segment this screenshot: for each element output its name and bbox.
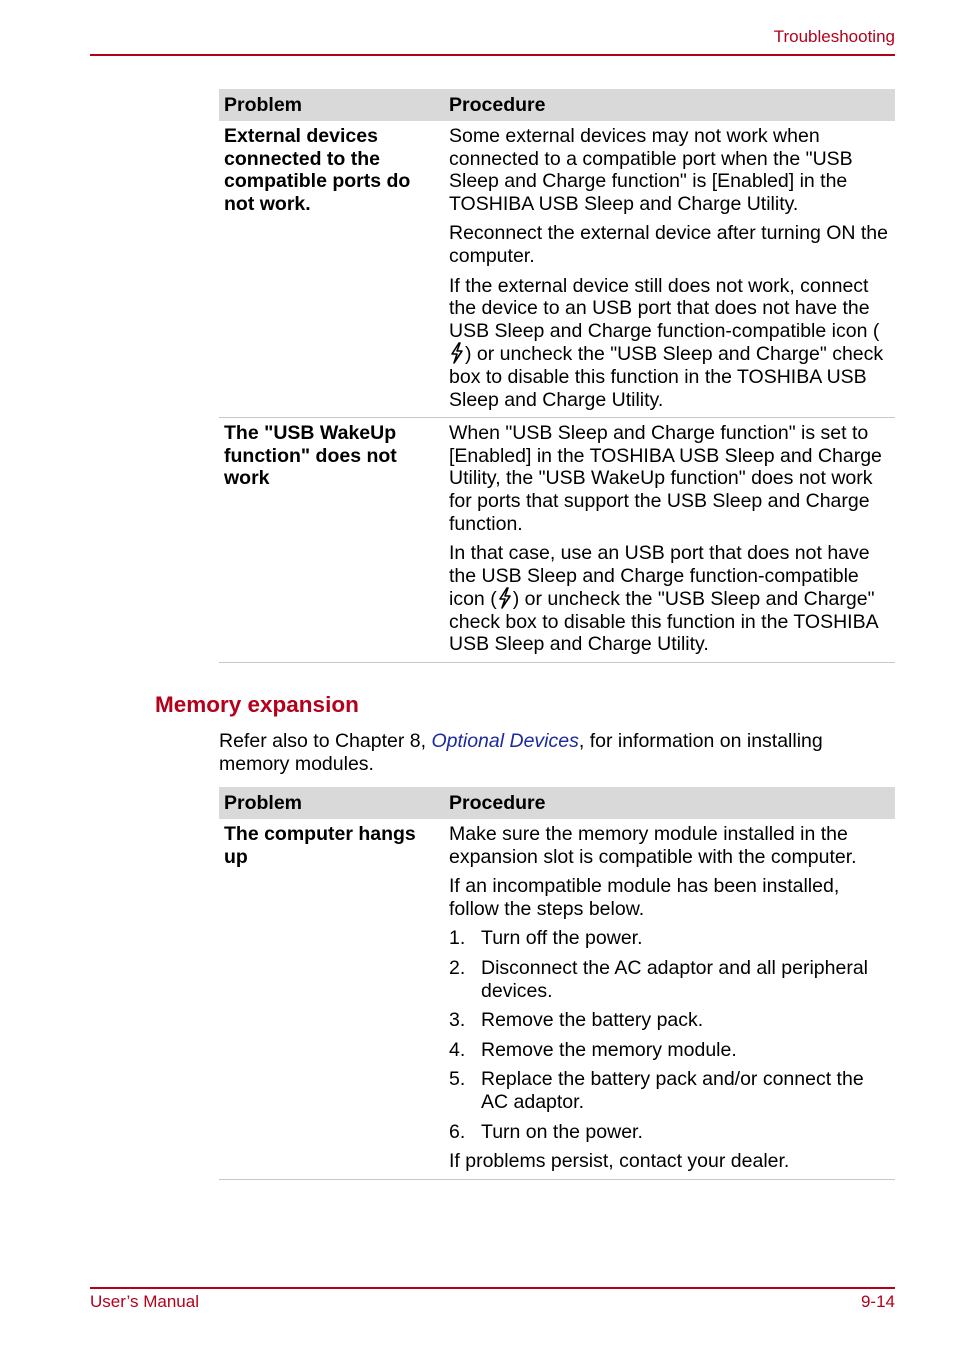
procedure-paragraph	[449, 275, 890, 412]
procedure-paragraph	[449, 542, 890, 656]
procedure-paragraph: Make sure the memory module installed in the expansion slot is compatible with the computer.	[449, 823, 857, 868]
list-item	[449, 1039, 890, 1062]
text-fragment: ) or uncheck the "USB Sleep and Charge" check box to disable this function in the TOSHIBA USB Sleep and Charge Utility.	[449, 343, 884, 411]
step-text: Turn off the power.	[481, 927, 643, 950]
step-text: Turn on the power.	[481, 1120, 643, 1143]
step-text: Remove the battery pack.	[481, 1009, 704, 1032]
text-fragment: In that case, use an USB port that does not have the USB Sleep and Charge function-compatible icon (	[449, 542, 870, 611]
text-fragment: , for information on installing memory modules.	[219, 730, 823, 775]
problem-cell: The computer hangs up	[219, 819, 444, 1179]
procedure-paragraph: Reconnect the external device after turning ON the computer.	[449, 222, 888, 267]
step-number: 1.	[449, 927, 466, 950]
procedure-paragraph: Some external devices may not work when connected to a compatible port when the "USB Sleep and Charge function" is [Enabled] in the TOSHIBA USB Sleep and Charge Utility.	[449, 125, 853, 215]
step-number: 3.	[449, 1009, 466, 1032]
problem-cell: External devices connected to the compatible ports do not work.	[219, 121, 444, 418]
step-text: Replace the battery pack and/or connect the AC adaptor.	[481, 1068, 864, 1113]
list-item	[449, 927, 890, 950]
intro-paragraph	[219, 730, 895, 775]
steps-list	[449, 927, 890, 1143]
step-text: Remove the memory module.	[481, 1038, 737, 1061]
procedure-header: Procedure	[444, 89, 895, 121]
procedure-cell	[444, 121, 895, 418]
table-header-row	[219, 787, 895, 819]
problem-header: Problem	[219, 89, 444, 121]
list-item	[449, 1009, 890, 1032]
footer-rule	[90, 1287, 895, 1289]
procedure-paragraph: When "USB Sleep and Charge function" is set to [Enabled] in the TOSHIBA USB Sleep and Charge Utility, the "USB WakeUp function" does not work for ports that support the USB Sleep and Charge function.	[449, 422, 882, 535]
step-number: 6.	[449, 1120, 466, 1143]
table-row	[219, 819, 895, 1179]
problem-header: Problem	[219, 787, 444, 819]
header-rule	[90, 54, 895, 56]
running-header: Troubleshooting	[773, 27, 895, 46]
page-number: 9-14	[860, 1292, 895, 1311]
table-row	[219, 418, 895, 663]
footer-manual-title: User’s Manual	[90, 1292, 199, 1311]
text-fragment: Refer also to Chapter 8,	[219, 730, 432, 752]
procedure-paragraph: If problems persist, contact your dealer.	[449, 1150, 790, 1173]
procedure-paragraph: If an incompatible module has been installed, follow the steps below.	[449, 875, 840, 920]
usb-sleep-and-charge-icon	[449, 342, 465, 364]
table-header-row	[219, 89, 895, 121]
step-number: 4.	[449, 1038, 466, 1061]
table-row	[219, 121, 895, 418]
text-fragment: If the external device still does not work, connect the device to an USB port that does not have the USB Sleep and Charge function-compatible icon (	[449, 274, 880, 342]
memory-problem-table	[219, 787, 895, 1180]
step-number: 5.	[449, 1068, 466, 1091]
procedure-cell	[444, 819, 895, 1179]
problem-cell: The "USB WakeUp function" does not work	[219, 418, 444, 663]
procedure-cell	[444, 418, 895, 663]
list-item	[449, 1068, 890, 1113]
procedure-header: Procedure	[444, 787, 895, 819]
section-heading: Memory expansion	[155, 692, 359, 717]
text-fragment: ) or uncheck the "USB Sleep and Charge" check box to disable this function in the TOSHIBA USB Sleep and Charge Utility.	[449, 588, 878, 656]
usb-problem-table	[219, 89, 895, 663]
list-item	[449, 1121, 890, 1144]
optional-devices-link[interactable]: Optional Devices	[431, 730, 579, 752]
step-text: Disconnect the AC adaptor and all peripheral devices.	[481, 956, 868, 1002]
usb-sleep-and-charge-icon	[497, 587, 513, 609]
list-item	[449, 957, 890, 1002]
step-number: 2.	[449, 956, 466, 979]
